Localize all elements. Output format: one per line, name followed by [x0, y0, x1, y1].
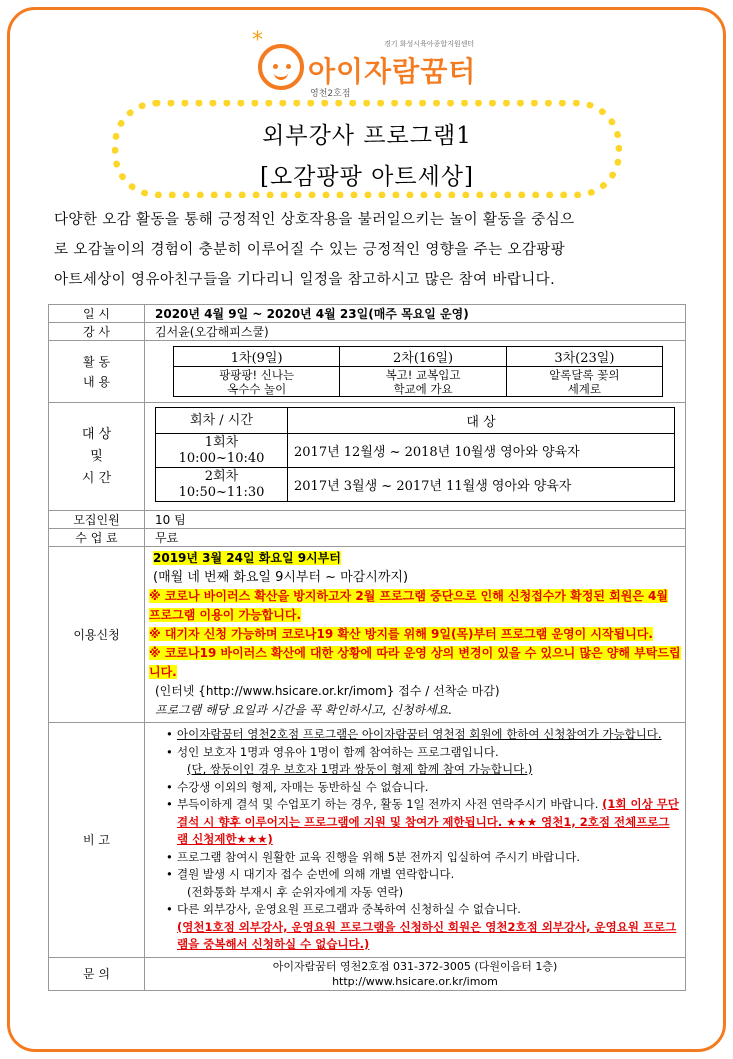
remark-warning: (영천1호점 외부강사, 운영요원 프로그램을 신청하신 회원은 영천2호점 외부강사, 운영요원 프로그램을 중복해서 신청하실 수 없습니다.): [177, 919, 677, 951]
intro-line: 다양한 오감 활동을 통해 긍정적인 상호작용을 불러일으키는 놀이 활동을 중심으: [54, 212, 575, 228]
session-row: [156, 468, 675, 502]
activity-item: [506, 367, 662, 397]
contact-label: 문 의: [49, 957, 145, 990]
activity-label: [49, 341, 145, 403]
session-round: 2회차: [204, 468, 239, 484]
activity-item-line: 학교에 가요: [393, 381, 453, 396]
remark-item: • 성인 보호자 1명과 영유아 1명이 함께 참여하는 프로그램입니다.: [177, 744, 679, 762]
activity-label-line: 활 동: [83, 354, 110, 369]
session-header-time: 회차 / 시간: [156, 408, 288, 434]
activity-label-line: 내 용: [83, 374, 110, 389]
mouth-icon: [274, 72, 288, 80]
capacity-value: 10 팀: [145, 511, 686, 529]
remark-item: (전화통화 부재시 후 순위자에게 자동 연락): [187, 884, 404, 899]
row-activity: [49, 341, 686, 403]
activity-item-line: 세계로: [567, 381, 602, 396]
remark-text: 부득이하게 결석 및 수업포기 하는 경우, 활동 1일 전까지 사전 연락주시기 바랍니다.: [177, 797, 599, 811]
intro-text: [54, 205, 684, 295]
session-header-target: 대 상: [288, 408, 675, 434]
session-time-range: 10:00~10:40: [178, 450, 265, 466]
target-label-line: 및: [90, 448, 103, 464]
intro-line: 아트세상이 영유아친구들을 기다리니 일정을 참고하시고 많은 참여 바랍니다.: [54, 272, 556, 288]
session-row: [156, 434, 675, 468]
activity-header: 2차(16일): [340, 347, 506, 367]
target-label-line: 대 상: [81, 426, 112, 442]
activity-table: [173, 346, 663, 397]
apply-check-note: 프로그램 해당 요일과 시간을 꼭 확인하시고, 신청하세요.: [155, 703, 453, 717]
activity-item: [174, 367, 340, 397]
contact-info: 아이자람꿈터 영천2호점 031-372-3005 (다원이음터 1층): [272, 959, 558, 973]
activity-item: [340, 367, 506, 397]
remarks-cell: [145, 723, 686, 958]
activity-header: 1차(9일): [174, 347, 340, 367]
page-subtitle: [오감팡팡 아트세상]: [259, 164, 474, 190]
contact-cell: [145, 957, 686, 990]
covid-notice-3: ※ 코로나19 바이러스 확산에 대한 상황에 따라 운영 상의 변경이 있을 수 있으니 많은 양해 부탁드립니다.: [149, 646, 681, 679]
session-time: [156, 434, 288, 468]
session-round: 1회차: [204, 434, 239, 450]
target-cell: [145, 403, 686, 511]
fee-label: 수 업 료: [49, 529, 145, 547]
activity-item-line: 알록달록 꽃의: [549, 367, 620, 382]
date-value: 2020년 4월 9일 ~ 2020년 4월 23일(매주 목요일 운영): [145, 305, 686, 323]
activity-cell: [145, 341, 686, 403]
page-title: 외부강사 프로그램1: [262, 123, 472, 149]
teacher-label: 강 사: [49, 323, 145, 341]
row-fee: [49, 529, 686, 547]
apply-cell: [145, 547, 686, 723]
row-teacher: [49, 323, 686, 341]
remark-item: • 프로그램 참여시 원활한 교육 진행을 위해 5분 전까지 입실하여 주시기 바랍니다.: [177, 849, 679, 867]
apply-start: 2019년 3월 24일 화요일 9시부터: [153, 551, 341, 565]
activity-item-line: 팡팡팡! 신나는: [219, 367, 295, 382]
session-table: [155, 407, 675, 502]
session-target: 2017년 12월생 ~ 2018년 10월생 영아와 양육자: [288, 434, 675, 468]
title-banner: [112, 100, 622, 198]
row-date: [49, 305, 686, 323]
activity-item-line: 옥수수 놀이: [227, 381, 287, 396]
row-capacity: [49, 511, 686, 529]
session-target: 2017년 3월생 ~ 2017년 11월생 영아와 양육자: [288, 468, 675, 502]
fee-value: 무료: [145, 529, 686, 547]
logo-name: 아이자람꿈터: [308, 55, 477, 88]
teacher-value: 김서윤(오감해피스쿨): [145, 323, 686, 341]
logo-branch: 영천2호점: [310, 89, 351, 99]
smiley-face-icon: [258, 44, 304, 90]
logo-org: 경기 화성시육아종합지원센터: [384, 40, 475, 48]
remark-item: • 수강생 이외의 형제, 자매는 동반하실 수 없습니다.: [177, 779, 679, 797]
remarks-label: 비 고: [49, 723, 145, 958]
row-target: [49, 403, 686, 511]
eye-icon: [286, 64, 291, 69]
row-apply: [49, 547, 686, 723]
target-label: [49, 403, 145, 511]
target-label-line: 시 간: [81, 470, 112, 486]
remark-item: 아이자람꿈터 영천2호점 프로그램은 아이자람꿈터 영천점 회원에 한하여 신청참여가 가능합니다.: [177, 727, 662, 741]
date-label: 일 시: [49, 305, 145, 323]
session-time: [156, 468, 288, 502]
covid-notice-1: ※ 코로나 바이러스 확산을 방지하고자 2월 프로그램 중단으로 인해 신청접수가 확정된 회원은 4월 프로그램 이용이 가능합니다.: [149, 589, 668, 622]
session-time-range: 10:50~11:30: [178, 484, 265, 500]
activity-header: 3차(23일): [506, 347, 662, 367]
star-icon: *: [252, 28, 263, 53]
intro-line: 로 오감놀이의 경험이 충분히 이루어질 수 있는 긍정적인 영향을 주는 오감팡팡: [54, 242, 566, 258]
row-remarks: [49, 723, 686, 958]
remark-item: • 다른 외부강사, 운영요원 프로그램과 중복하여 신청하실 수 없습니다.: [177, 901, 679, 919]
info-table: [48, 304, 686, 991]
web-apply-link[interactable]: (인터넷 {http://www.hsicare.or.kr/imom} 접수 / 선착순 마감): [155, 684, 500, 698]
eye-icon: [273, 64, 278, 69]
remark-item: [177, 796, 679, 849]
remark-item: • 결원 발생 시 대기자 접수 순번에 의해 개별 연락합니다.: [177, 866, 679, 884]
remarks-list: [159, 726, 679, 954]
activity-item-line: 복고! 교복입고: [385, 367, 461, 382]
apply-label: 이용신청: [49, 547, 145, 723]
apply-schedule: (매월 네 번째 화요일 9시부터 ~ 마감시까지): [153, 570, 409, 585]
logo: [248, 30, 493, 100]
remark-warning: (1회 이상 무단결석 시 향후 이루어지는 프로그램에 지원 및 참여가 제한됩니다. ★★★ 영천1, 2호점 전체프로그램 신청제한★★★): [177, 797, 679, 846]
contact-link[interactable]: http://www.hsicare.or.kr/imom: [332, 974, 498, 988]
covid-notice-2: ※ 대기자 신청 가능하며 코로나19 확산 방지를 위해 9일(목)부터 프로그램 운영이 시작됩니다.: [149, 627, 653, 641]
row-contact: [49, 957, 686, 990]
remark-item: (단, 쌍둥이인 경우 보호자 1명과 쌍둥이 형제 함께 참여 가능합니다.): [187, 762, 533, 776]
capacity-label: 모집인원: [49, 511, 145, 529]
